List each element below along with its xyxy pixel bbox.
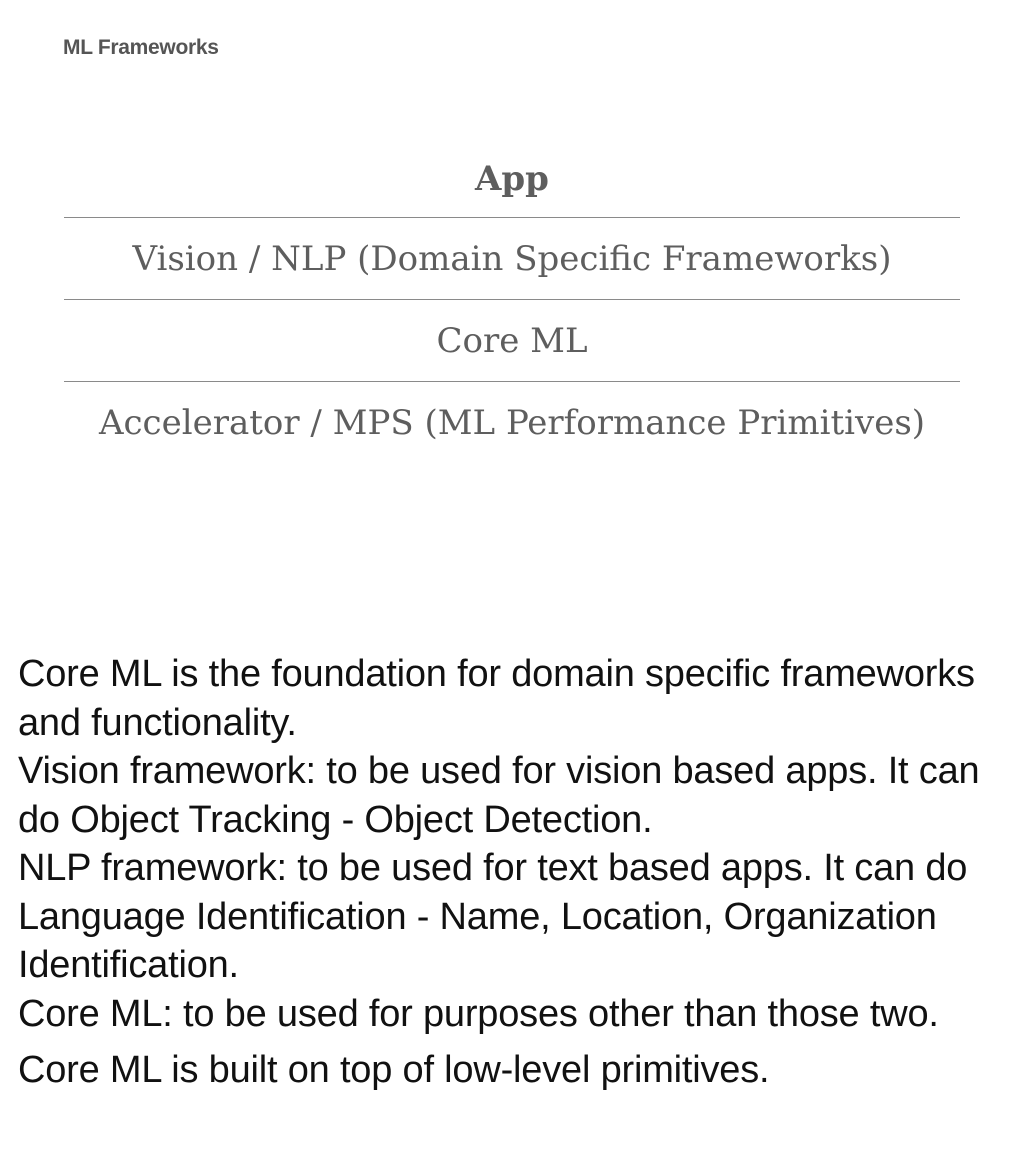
layer-accelerator: Accelerator / MPS (ML Performance Primitives) (64, 381, 960, 463)
slide-title: ML Frameworks (63, 36, 219, 59)
note-paragraph: NLP framework: to be used for text based apps. It can do Language Identification - Name, Location, Organization Identification. (18, 847, 968, 986)
note-paragraph: Core ML: to be used for purposes other than those two. (18, 992, 939, 1035)
framework-stack-diagram (64, 140, 960, 463)
layer-core-ml: Core ML (64, 299, 960, 381)
explanation-text (18, 650, 1018, 1095)
note-paragraph: Core ML is built on top of low-level primitives. (18, 1049, 770, 1091)
note-paragraph: Vision framework: to be used for vision based apps. It can do Object Tracking - Object Detection. (18, 750, 980, 841)
layer-app: App (475, 158, 549, 199)
note-paragraph: Core ML is the foundation for domain specific frameworks and functionality. (18, 653, 975, 744)
layer-domain-frameworks: Vision / NLP (Domain Specific Frameworks) (64, 217, 960, 299)
